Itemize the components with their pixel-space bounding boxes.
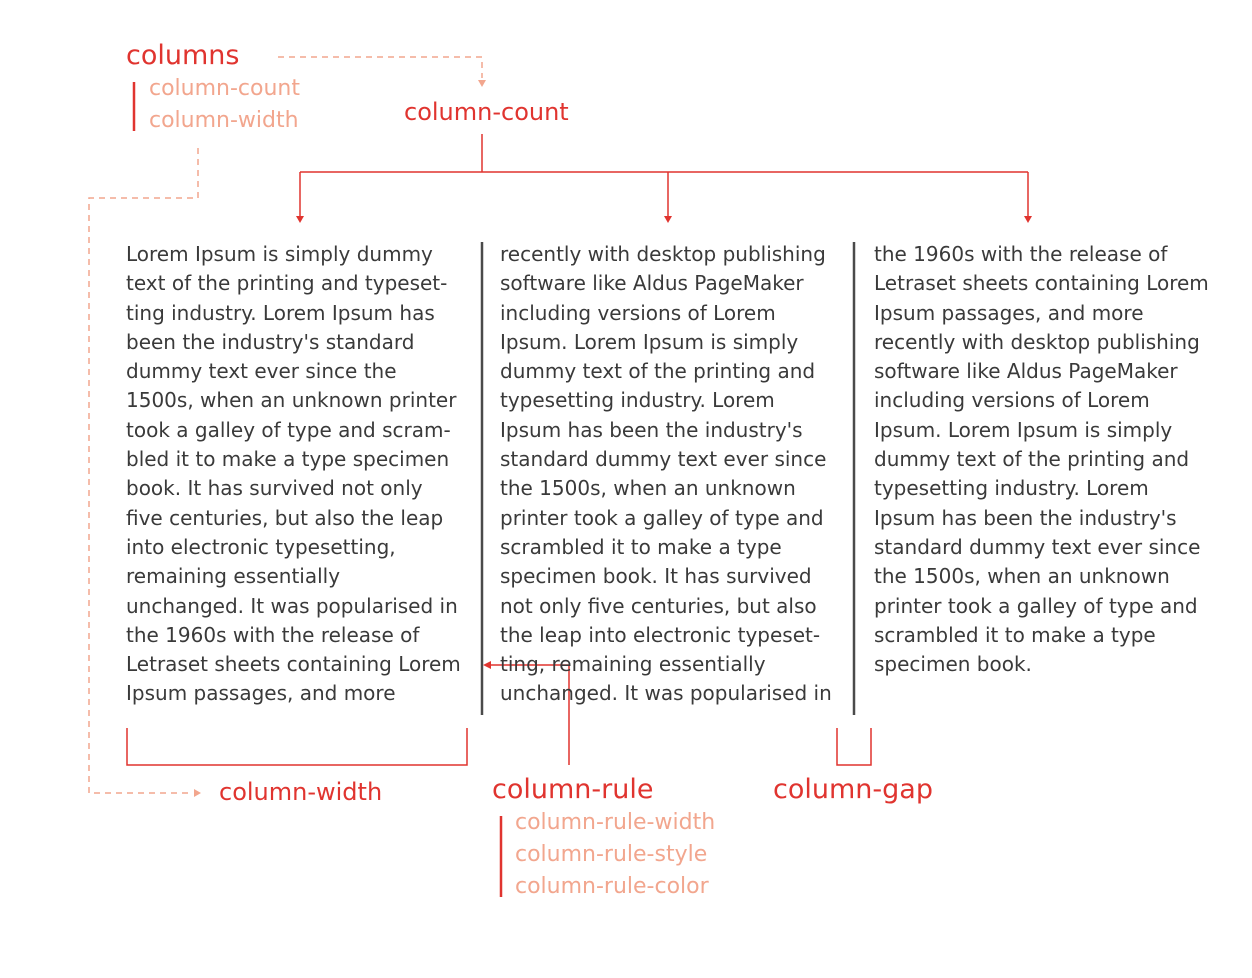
column-text-line: the leap into electronic typeset- xyxy=(500,622,821,647)
column-rule-subprop-style: column-rule-style xyxy=(515,842,708,867)
column-text-line: recently with desktop publishing xyxy=(874,329,1200,354)
column-text-line: the 1500s, when an unknown xyxy=(500,476,796,501)
columns-to-width-arrowhead xyxy=(194,789,201,797)
column-text-line: bled it to make a type specimen xyxy=(126,447,450,472)
column-text-line: Ipsum. Lorem Ipsum is simply xyxy=(500,329,799,354)
columns-subprop-count: column-count xyxy=(149,76,300,101)
column-text-line: into electronic typesetting, xyxy=(126,534,396,559)
column-text-line: dummy text of the printing and xyxy=(500,359,816,384)
columns-label: columns xyxy=(126,40,240,71)
columns-to-count-arrowhead xyxy=(478,80,486,87)
column-text-line: 1500s, when an unknown printer xyxy=(126,388,457,413)
column-text-line: typesetting industry. Lorem xyxy=(874,476,1149,501)
column-gap-label: column-gap xyxy=(773,774,933,805)
column-text-line: unchanged. It was popularised in xyxy=(500,681,832,706)
column-text-line: Letraset sheets containing Lorem xyxy=(126,652,461,677)
column-count-label: column-count xyxy=(404,98,569,126)
column-text-line: standard dummy text ever since xyxy=(500,447,827,472)
text-column-2 xyxy=(500,240,870,709)
count-arrowhead-3 xyxy=(1024,216,1032,223)
column-text-line: Ipsum. Lorem Ipsum is simply xyxy=(874,417,1173,442)
text-column-3 xyxy=(874,240,1244,679)
column-text-line: the 1960s with the release of xyxy=(874,242,1168,266)
column-text-line: including versions of Lorem xyxy=(500,300,776,325)
count-arrowhead-2 xyxy=(664,216,672,223)
column-text-line: scrambled it to make a type xyxy=(500,534,782,559)
column-text-line: software like Aldus PageMaker xyxy=(874,359,1178,384)
column-width-bracket xyxy=(127,728,467,765)
column-text-line: dummy text of the printing and xyxy=(874,447,1190,472)
column-text-line: text of the printing and typeset- xyxy=(126,271,448,296)
text-column-1 xyxy=(126,240,496,709)
column-text-line: recently with desktop publishing xyxy=(500,242,826,266)
column-rule-label: column-rule xyxy=(492,774,654,805)
column-width-label: column-width xyxy=(219,778,383,806)
column-text-line: five centuries, but also the leap xyxy=(126,505,444,530)
column-text-line: not only five centuries, but also xyxy=(500,593,817,618)
column-text-line: specimen book. It has survived xyxy=(500,564,812,589)
column-text-line: standard dummy text ever since xyxy=(874,534,1201,559)
columns-subprops xyxy=(149,73,300,137)
column-text-line: specimen book. xyxy=(874,652,1032,677)
column-text-line: book. It has survived not only xyxy=(126,476,423,501)
column-text-line: the 1500s, when an unknown xyxy=(874,564,1170,589)
column-rule-subprop-width: column-rule-width xyxy=(515,810,716,835)
column-text-line: printer took a galley of type and xyxy=(874,593,1198,618)
column-text-line: software like Aldus PageMaker xyxy=(500,271,804,296)
column-text-line: printer took a galley of type and xyxy=(500,505,824,530)
column-text-line: remaining essentially xyxy=(126,564,341,589)
column-text-line: typesetting industry. Lorem xyxy=(500,388,775,413)
column-text-line: Ipsum passages, and more xyxy=(126,681,396,706)
count-arrowhead-1 xyxy=(296,216,304,223)
column-text-line: Letraset sheets containing Lorem xyxy=(874,271,1209,296)
column-text-line: Lorem Ipsum is simply dummy xyxy=(126,242,433,266)
columns-to-count-dashed xyxy=(278,57,482,78)
column-text-line: scrambled it to make a type xyxy=(874,622,1156,647)
column-text-line: dummy text ever since the xyxy=(126,359,397,384)
column-text-line: including versions of Lorem xyxy=(874,388,1150,413)
column-rule-subprops xyxy=(515,807,715,903)
columns-subprop-width: column-width xyxy=(149,108,299,133)
column-text-line: Ipsum passages, and more xyxy=(874,300,1144,325)
column-text-line: ting industry. Lorem Ipsum has xyxy=(126,300,435,325)
column-text-line: ting, remaining essentially xyxy=(500,652,766,677)
column-rule-subprop-color: column-rule-color xyxy=(515,874,709,899)
column-text-line: Ipsum has been the industry's xyxy=(500,417,803,442)
column-text-line: the 1960s with the release of xyxy=(126,622,420,647)
column-gap-bracket xyxy=(837,728,871,765)
column-text-line: Ipsum has been the industry's xyxy=(874,505,1177,530)
column-text-line: unchanged. It was popularised in xyxy=(126,593,458,618)
column-text-line: took a galley of type and scram- xyxy=(126,417,451,442)
column-text-line: been the industry's standard xyxy=(126,329,415,354)
